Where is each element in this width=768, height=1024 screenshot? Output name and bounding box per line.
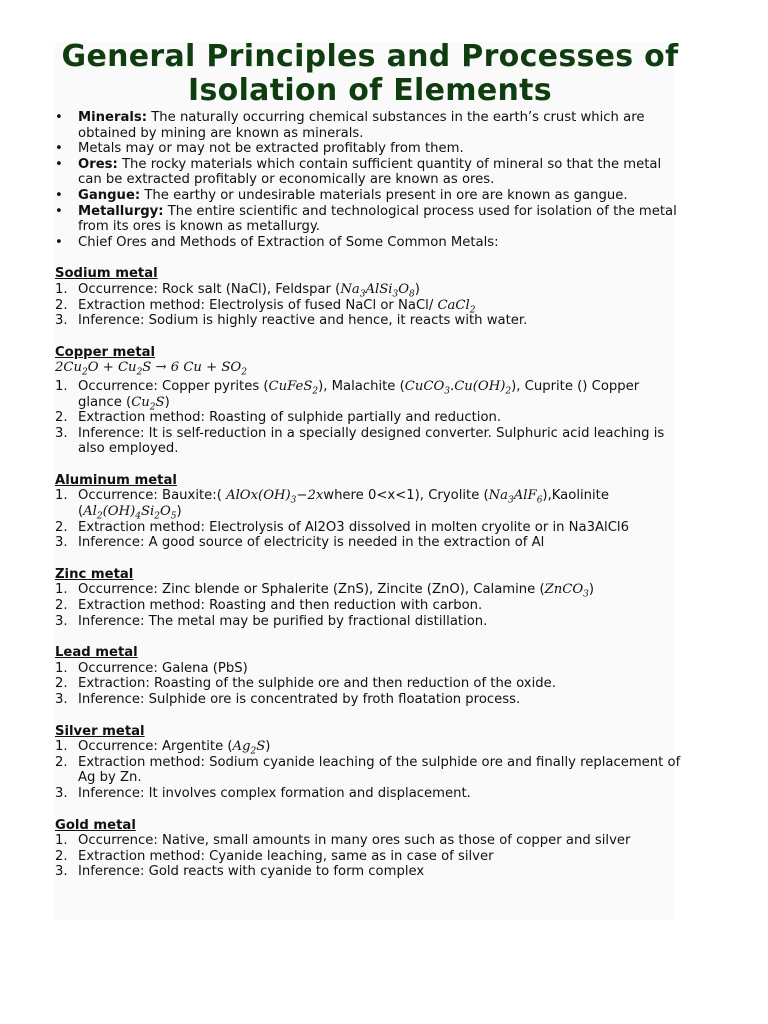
- formula: $AlOx(OH)_3-2x$: [226, 488, 324, 507]
- section-sodium: [55, 266, 685, 328]
- list-item: 1. Occurrence: Galena (PbS): [55, 660, 248, 676]
- list-item: 1. Occurrence: Rock salt (NaCl), Feldspar $(Na_3AlSi_3O_8)$: [55, 281, 420, 300]
- item-list: [55, 488, 685, 550]
- formula: ZnCO$_3$: [544, 582, 589, 601]
- item-list: [55, 661, 685, 708]
- bullet-item: • Minerals: The naturally occurring chemical substances in the earth’s crust which are obtained by mining are known as minerals.: [55, 110, 685, 141]
- list-item: 1. Occurrence: Zinc blende or Sphalerite (ZnS), Zincite (ZnO), Calamine (ZnCO$_3$): [55, 582, 595, 601]
- section-title: Copper metal: [55, 344, 156, 360]
- item-list: [55, 379, 685, 457]
- item-list: [55, 739, 685, 801]
- list-item: 3. Inference: Sulphide ore is concentrated by froth floatation process.: [55, 692, 521, 707]
- item-list: [55, 582, 685, 629]
- list-item: 1. Occurrence: Native, small amounts in many ores such as those of copper and silver: [55, 833, 631, 849]
- section-title: Lead metal: [55, 645, 138, 661]
- section-title: Silver metal: [55, 723, 145, 739]
- list-item: 2. Extraction method: Cyanide leaching, same as in case of silver: [55, 848, 494, 864]
- list-item: 2. Extraction method: Roasting of sulphide partially and reduction.: [55, 410, 502, 426]
- page-title: General Principles and Processes of Isolation of Elements: [61, 39, 679, 108]
- list-item: 1. Occurrence: Argentite $(Ag_2S)$: [55, 739, 271, 757]
- section-gold: [55, 818, 685, 880]
- list-item: 2. Extraction method: Sodium cyanide leaching of the sulphide ore and finally replacement of Ag by Zn.: [55, 754, 681, 786]
- document-body: [55, 40, 685, 880]
- formula: CaCl$_2$: [437, 297, 476, 316]
- formula: $CuCO_3.Cu(OH)_2$: [404, 378, 512, 397]
- reaction-equation: $2Cu_2O + Cu_2S \to 6$ $Cu + SO_2$: [55, 360, 247, 378]
- bullet-item: • Metals may or may not be extracted profitably from them.: [55, 141, 685, 157]
- bullet-item: • Gangue: The earthy or undesirable materials present in ore are known as gangue.: [55, 188, 685, 204]
- section-title: Zinc metal: [55, 566, 134, 582]
- list-item: 3. Inference: It is self-reduction in a specially designed converter. Sulphuric acid leaching is also employed.: [55, 425, 665, 457]
- formula: $Ag_2S$: [232, 739, 266, 757]
- list-item: 2. Extraction method: Roasting and then reduction with carbon.: [55, 598, 483, 614]
- formula: $Na_3AlF_6$: [488, 488, 543, 507]
- formula: $Al_2(OH)_4Si_2O_5$: [83, 504, 177, 522]
- intro-bullet-list: [55, 110, 685, 250]
- section-title: Gold metal: [55, 817, 136, 833]
- section-aluminum: [55, 473, 685, 551]
- list-item: 3. Inference: Gold reacts with cyanide to form complex: [55, 864, 425, 880]
- formula: CuFeS$_2$: [268, 378, 319, 397]
- list-item: 1. Occurrence: Bauxite:( $AlOx(OH)_3-2xwhere$ 0<x<1), Cryolite $(Na_3AlF_6),Kaolinite$ $(Al_2(OH)_4Si_2O_5)$: [55, 488, 609, 522]
- list-item: 3. Inference: It involves complex formation and displacement.: [55, 785, 471, 801]
- item-list: [55, 282, 685, 329]
- section-title: Sodium metal: [55, 266, 158, 282]
- list-item: 2. Extraction method: Electrolysis of Al2O3 dissolved in molten cryolite or in Na3AlCl6: [55, 519, 629, 535]
- bullet-item: • Chief Ores and Methods of Extraction of Some Common Metals:: [55, 235, 685, 251]
- list-item: 3. Inference: Sodium is highly reactive and hence, it reacts with water.: [55, 313, 528, 329]
- list-item: 2. Extraction: Roasting of the sulphide ore and then reduction of the oxide.: [55, 676, 556, 692]
- item-list: [55, 833, 685, 880]
- section-copper: [55, 345, 685, 457]
- formula: $Cu_2S$: [131, 394, 165, 413]
- list-item: 1. Occurrence: Copper pyrites (CuFeS$_2$), Malachite $(CuCO_3.Cu(OH)_2)$, Cuprite () Copper glance $(Cu_2S)$: [55, 378, 640, 413]
- section-zinc: [55, 567, 685, 629]
- bullet-item: • Metallurgy: The entire scientific and technological process used for isolation of the metal from its ores is known as metallurgy.: [55, 204, 685, 235]
- list-item: 3. Inference: A good source of electricity is needed in the extraction of Al: [55, 535, 545, 551]
- list-item: 2. Extraction method: Electrolysis of fused NaCl or NaCl/ CaCl$_2$: [55, 297, 476, 316]
- section-title: Aluminum metal: [55, 472, 177, 488]
- section-silver: [55, 724, 685, 802]
- bullet-item: • Ores: The rocky materials which contain sufficient quantity of mineral so that the metal can be extracted profitably or economically are known as ores.: [55, 157, 685, 188]
- section-lead: [55, 645, 685, 707]
- list-item: 3. Inference: The metal may be purified by fractional distillation.: [55, 613, 488, 629]
- formula: $Na_3AlSi_3O_8$: [340, 281, 415, 300]
